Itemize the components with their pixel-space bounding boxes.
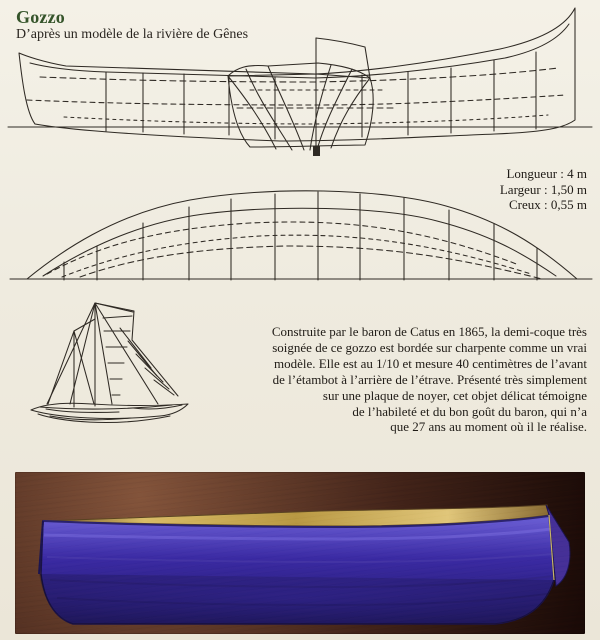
description-paragraph [217, 324, 587, 435]
spec-length: Longueur : 4 m [506, 166, 587, 181]
page-subtitle: D’après un modèle de la rivière de Gênes [16, 27, 249, 42]
description-line: de l’étambot à l’arrière de l’étrave. Présenté très simplement [272, 371, 587, 387]
profile-dashed-sheer [40, 68, 558, 82]
description-line: que 27 ans au moment où il le réalise. [390, 419, 587, 435]
boat-specifications [467, 166, 587, 213]
plan-inner-line [43, 208, 556, 276]
plan-dashed-line-2 [62, 235, 531, 277]
page-title: Gozzo [16, 7, 65, 27]
description-line: sur une plaque de noyer, cet objet délicat témoigne [322, 387, 587, 403]
description-line: modèle. Elle est au 1/10 et mesure 40 centimètres de l’avant [274, 355, 587, 371]
spec-depth: Creux : 0,55 m [509, 197, 587, 212]
description-line: soignée de ce gozzo est bordée sur charpente comme un vrai [272, 339, 587, 355]
description-line: de l’habileté et du bon goût du baron, qui n’a [352, 403, 587, 419]
plan-dashed-line-1 [47, 222, 519, 274]
profile-dashed-center [64, 115, 548, 124]
wood-grain-texture [15, 472, 585, 634]
description-line: Construite par le baron de Catus en 1865, la demi-coque très [271, 324, 587, 339]
half-hull-photo [15, 472, 585, 634]
profile-dashed-waterline [27, 95, 566, 105]
spec-width: Largeur : 1,50 m [499, 181, 587, 197]
